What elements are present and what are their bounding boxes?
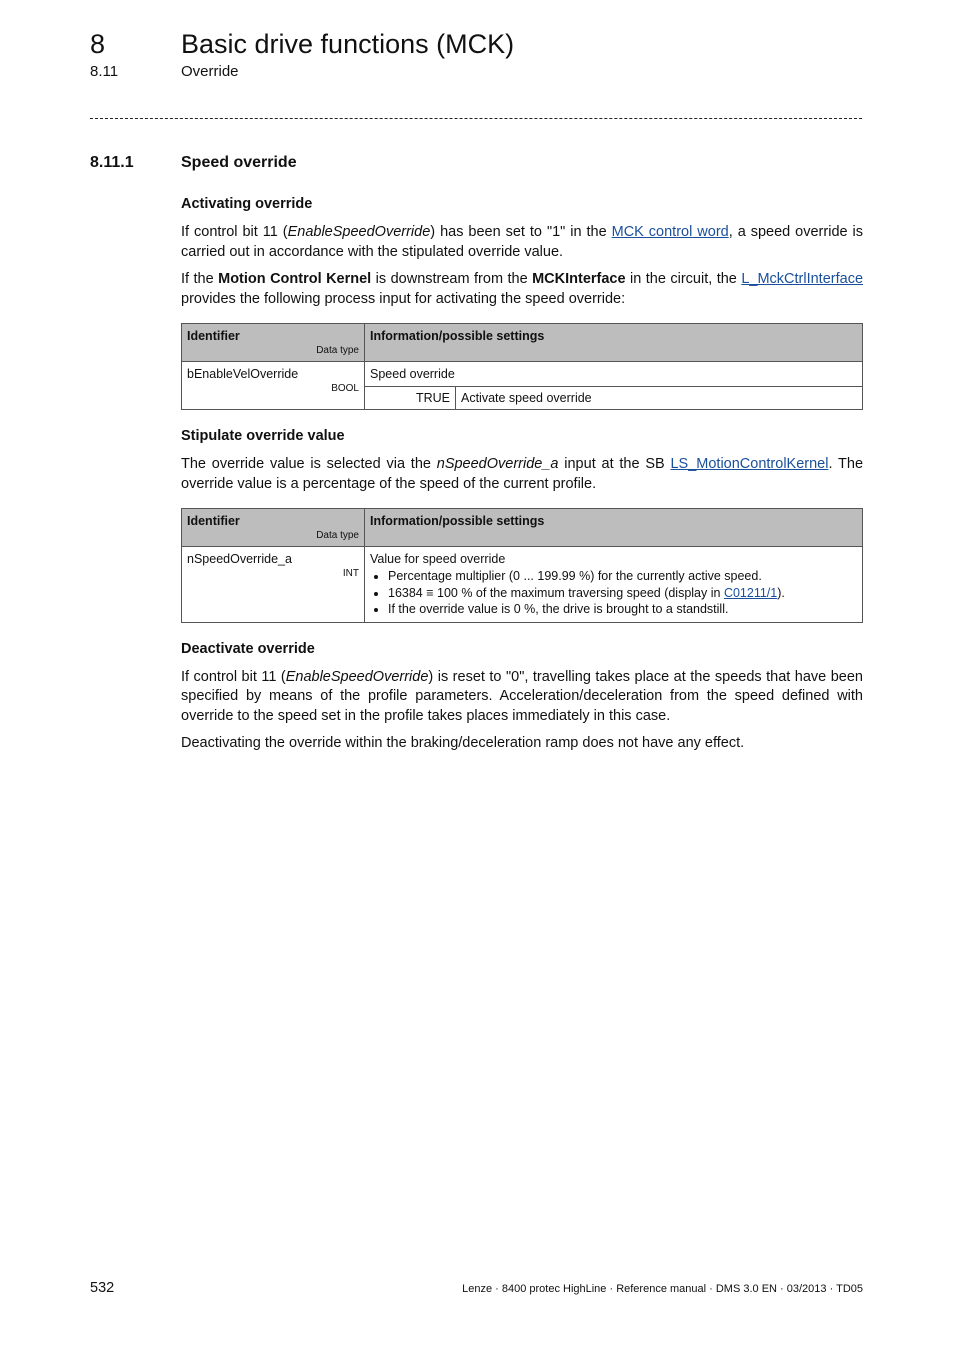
stipulate-paragraph: The override value is selected via the nSpeedOverride_a input at the SB LS_MotionControlKernel. The override value is a percentage of the speed of the current profile. bbox=[181, 456, 864, 492]
override-value-table bbox=[181, 508, 863, 623]
subsection-title: Speed override bbox=[181, 154, 297, 171]
info-cell bbox=[365, 547, 863, 623]
info-value: Speed override bbox=[365, 362, 862, 387]
header-identifier-cell bbox=[182, 324, 365, 362]
c01211-link[interactable]: C01211/1 bbox=[723, 585, 778, 600]
value-table bbox=[365, 387, 862, 409]
header-info: Information/possible settings bbox=[365, 509, 863, 547]
deactivate-paragraph-1: If control bit 11 (EnableSpeedOverride) is reset to "0", travelling takes place at the speeds that have been specified by means of the profile parameters. Acceleration/deceleration from the speed defined with override to the speed set in the profile takes places immediately in this case. bbox=[181, 668, 863, 724]
list-item: • 16384 ≡ 100 % of the maximum traversing speed (display in C01211/1). bbox=[388, 585, 857, 602]
subsection-number: 8.11.1 bbox=[90, 154, 134, 171]
table-row bbox=[182, 362, 863, 410]
table-header-row bbox=[182, 324, 863, 362]
identifier-value: nSpeedOverride_a bbox=[187, 552, 292, 566]
header-identifier: Identifier bbox=[187, 329, 240, 343]
deactivate-paragraph-2: Deactivating the override within the braking/deceleration ramp does not have any effect. bbox=[181, 735, 745, 751]
setting-value: TRUE bbox=[365, 387, 456, 409]
section-title: Override bbox=[181, 63, 239, 80]
mck-control-word-link[interactable]: MCK control word bbox=[611, 224, 729, 240]
identifier-value: bEnableVelOverride bbox=[187, 367, 299, 381]
header-identifier-cell bbox=[182, 509, 365, 547]
list-item: • Percentage multiplier (0 ... 199.99 %) for the currently active speed. bbox=[388, 568, 857, 585]
header-info: Information/possible settings bbox=[365, 324, 863, 362]
table-header-row bbox=[182, 509, 863, 547]
info-cell bbox=[365, 362, 863, 410]
heading-stipulate-override: Stipulate override value bbox=[181, 428, 345, 444]
heading-deactivate-override: Deactivate override bbox=[181, 640, 315, 657]
header-datatype: Data type bbox=[316, 345, 359, 356]
header-datatype: Data type bbox=[316, 530, 359, 541]
chapter-title: Basic drive functions (MCK) bbox=[181, 29, 515, 59]
activating-paragraph-1: If control bit 11 (EnableSpeedOverride) has been set to "1" in the MCK control word, a speed override is carried out in accordance with the stipulated override value. bbox=[181, 224, 863, 260]
info-bullet-list bbox=[370, 568, 857, 618]
datatype-value: INT bbox=[342, 568, 359, 579]
header-identifier: Identifier bbox=[187, 514, 240, 528]
chapter-number: 8 bbox=[90, 29, 106, 59]
process-input-table bbox=[181, 323, 863, 410]
main-content bbox=[181, 194, 863, 762]
ls-motioncontrolkernel-link[interactable]: LS_MotionControlKernel bbox=[670, 456, 829, 472]
activating-paragraph-2: If the Motion Control Kernel is downstream from the MCKInterface in the circuit, the L_MckCtrlInterface provides the following process input for activating the speed override: bbox=[181, 271, 864, 307]
identifier-cell bbox=[182, 547, 365, 623]
info-value: Value for speed override bbox=[370, 552, 506, 566]
header-divider bbox=[90, 118, 862, 119]
footer-doc-info: Lenze · 8400 protec HighLine · Reference manual · DMS 3.0 EN · 03/2013 · TD05 bbox=[462, 1283, 863, 1295]
section-number: 8.11 bbox=[90, 63, 119, 80]
setting-description: Activate speed override bbox=[461, 391, 592, 405]
list-item: • If the override value is 0 %, the drive is brought to a standstill. bbox=[388, 601, 857, 618]
l-mckctrlinterface-link[interactable]: L_MckCtrlInterface bbox=[741, 271, 864, 287]
identifier-cell bbox=[182, 362, 365, 410]
table-row bbox=[182, 547, 863, 623]
heading-activating-override: Activating override bbox=[181, 196, 313, 212]
datatype-value: BOOL bbox=[331, 383, 359, 394]
page-number: 532 bbox=[90, 1280, 115, 1296]
